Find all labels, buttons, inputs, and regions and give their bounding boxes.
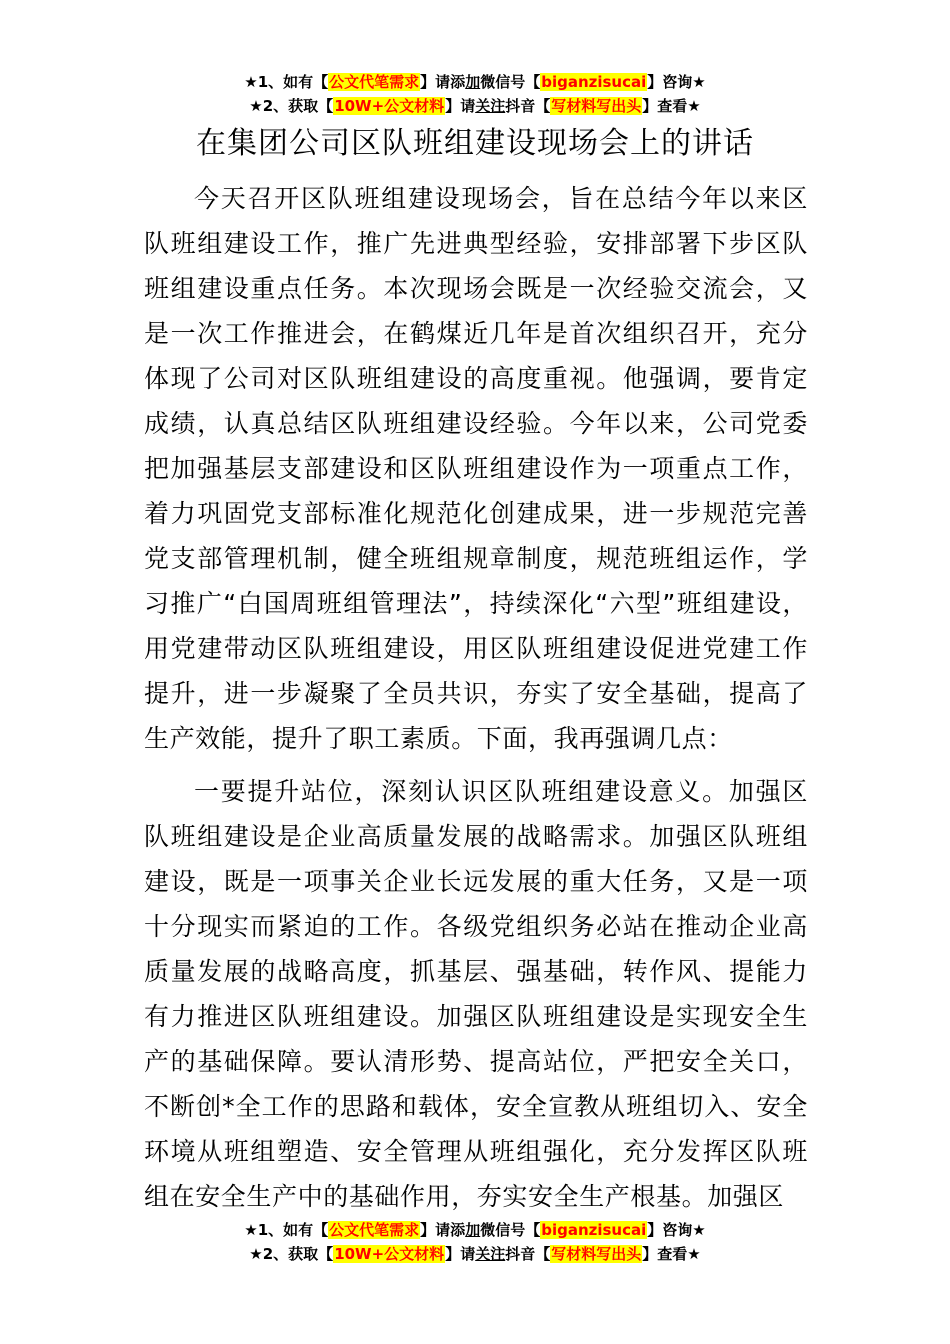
promo-text: 】查看★ — [642, 97, 701, 115]
document-title: 在集团公司区队班组建设现场会上的讲话 — [196, 126, 754, 161]
promo-underline-text: 加 — [465, 1221, 481, 1239]
promo-text: 】查看★ — [642, 1245, 701, 1263]
promo-line-2 — [0, 94, 950, 118]
promo-underline-text: 关注 — [475, 97, 506, 115]
promo-text: ★1、如有【 — [244, 1221, 329, 1239]
promo-text: 微信号【 — [480, 1221, 541, 1239]
body-paragraph-2: 一要提升站位，深刻认识区队班组建设意义。加强区队班组建设是企业高质量发展的战略需求。加强区队班组建设，既是一项事关企业长远发展的重大任务，又是一项十分现实而紧迫的工作。各级党组织务必站在推动企业高质量发展的战略高度，抓基层、强基础，转作风、提能力有力推进区队班组建设。加强区队班组建设是实现安全生产的基础保障。要认清形势、提高站位，严把安全关口，不断创*全工作的思路和载体，安全宣教从班组切入、安全环境从班组塑造、安全管理从班组强化，充分发挥区队班组在安全生产中的基础作用，夯实安全生产根基。加强区 — [144, 777, 808, 1211]
footer-promo-banner — [0, 1218, 950, 1266]
promo-text: ★2、获取【 — [249, 1245, 334, 1263]
promo-text: 抖音【 — [505, 1245, 551, 1263]
promo-highlight: biganzisucai — [541, 1221, 647, 1239]
promo-highlight: 写材料写出头 — [551, 97, 642, 115]
promo-line-2 — [0, 1242, 950, 1266]
promo-underline-text: 加 — [465, 73, 481, 91]
promo-text: 】请 — [445, 97, 476, 115]
promo-highlight: 公文代笔需求 — [329, 73, 420, 91]
header-promo-banner — [0, 70, 950, 118]
document-body — [144, 176, 808, 1227]
promo-text: 】咨询★ — [647, 1221, 706, 1239]
promo-text: 微信号【 — [480, 73, 541, 91]
promo-line-1 — [0, 70, 950, 94]
promo-text: 】请添 — [420, 73, 466, 91]
promo-underline-text: 关注 — [475, 1245, 506, 1263]
promo-text: ★1、如有【 — [244, 73, 329, 91]
promo-highlight: 公文代笔需求 — [329, 1221, 420, 1239]
body-paragraph-1: 今天召开区队班组建设现场会，旨在总结今年以来区队班组建设工作，推广先进典型经验，安排部署下步区队班组建设重点任务。本次现场会既是一次经验交流会，又是一次工作推进会，在鹤煤近几年是首次组织召开，充分体现了公司对区队班组建设的高度重视。他强调，要肯定成绩，认真总结区队班组建设经验。今年以来，公司党委把加强基层支部建设和区队班组建设作为一项重点工作，着力巩固党支部标准化规范化创建成果，进一步规范完善党支部管理机制，健全班组规章制度，规范班组运作，学习推广“白国周班组管理法”，持续深化“六型”班组建设，用党建带动区队班组建设，用区队班组建设促进党建工作提升，进一步凝聚了全员共识，夯实了安全基础，提高了生产效能，提升了职工素质。下面，我再强调几点： — [144, 184, 808, 753]
promo-highlight: 10W+公文材料 — [334, 1245, 445, 1263]
promo-text: 抖音【 — [505, 97, 551, 115]
promo-text: ★2、获取【 — [249, 97, 334, 115]
promo-highlight: 10W+公文材料 — [334, 97, 445, 115]
promo-line-1 — [0, 1218, 950, 1242]
promo-text: 】咨询★ — [647, 73, 706, 91]
promo-highlight: biganzisucai — [541, 73, 647, 91]
promo-highlight: 写材料写出头 — [551, 1245, 642, 1263]
promo-text: 】请添 — [420, 1221, 466, 1239]
promo-text: 】请 — [445, 1245, 476, 1263]
